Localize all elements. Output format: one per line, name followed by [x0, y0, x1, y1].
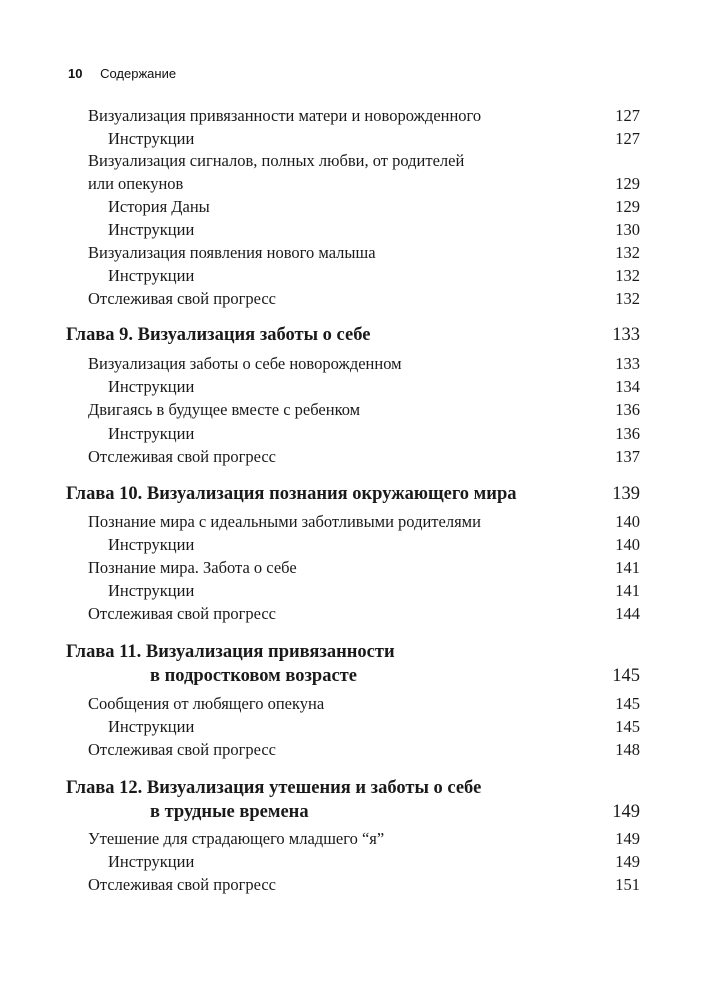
- toc-entry-title: Отслеживая свой прогресс: [88, 289, 276, 308]
- toc-entry-title: Визуализация привязанности матери и новорожденного: [88, 106, 482, 125]
- toc-entry-title: Инструкции: [108, 129, 195, 148]
- toc-entry-title: Отслеживая свой прогресс: [88, 604, 276, 623]
- toc-entry-title: Инструкции: [108, 220, 195, 239]
- toc-entry-title: Сообщения от любящего опекуна: [88, 694, 325, 713]
- toc-entry-title: Утешение для страдающего младшего “я”: [88, 829, 385, 848]
- toc-entry-page: 140: [615, 512, 640, 531]
- toc-entry-page: 144: [615, 604, 640, 623]
- chapter-title: Глава 10. Визуализация познания окружающего мира: [66, 484, 517, 504]
- toc-entry-title: Инструкции: [108, 377, 195, 396]
- toc-entry-page: 151: [615, 875, 640, 894]
- toc-entry-page: 140: [615, 535, 640, 554]
- running-header: [68, 66, 176, 81]
- toc-entry-page: 127: [615, 129, 640, 148]
- toc-entry-title: История Даны: [108, 197, 210, 216]
- toc-entry-page: 148: [615, 740, 640, 759]
- toc-entry-page: 145: [615, 694, 640, 713]
- toc-entry-title: Отслеживая свой прогресс: [88, 447, 276, 466]
- toc-entry-title: Визуализация сигналов, полных любви, от родителей: [88, 151, 465, 170]
- chapter-page: 145: [612, 666, 640, 686]
- toc-entry-title: Визуализация заботы о себе новорожденном: [88, 354, 402, 373]
- toc-entry-page: 133: [615, 354, 640, 373]
- toc-entry-title: Познание мира. Забота о себе: [88, 558, 297, 577]
- chapter-page: 139: [612, 484, 640, 504]
- toc-entry-page: 141: [615, 558, 640, 577]
- toc-entry-page: 132: [615, 243, 640, 262]
- chapter-title: Глава 9. Визуализация заботы о себе: [66, 325, 371, 345]
- chapter-title: в подростковом возрасте: [150, 666, 357, 686]
- chapter-title: Глава 12. Визуализация утешения и заботы о себе: [66, 778, 482, 798]
- toc-entry-title: Познание мира с идеальными заботливыми родителями: [88, 512, 481, 531]
- toc-entry-page: 132: [615, 266, 640, 285]
- header-title: Содержание: [100, 66, 177, 81]
- toc-entry-title: Инструкции: [108, 535, 195, 554]
- toc-entry-page: 132: [615, 289, 640, 308]
- chapter-page: 149: [612, 802, 640, 822]
- page-number: 10: [68, 66, 83, 81]
- toc-entry-title: Инструкции: [108, 717, 195, 736]
- toc-entry-page: 127: [615, 106, 640, 125]
- chapter-page: 133: [612, 325, 640, 345]
- toc-entry-page: 141: [615, 581, 640, 600]
- toc-entry-page: 136: [615, 424, 640, 443]
- toc-entry-page: 136: [615, 400, 640, 419]
- toc-entry-page: 134: [615, 377, 640, 396]
- toc-entry-title: Отслеживая свой прогресс: [88, 740, 276, 759]
- toc-entry-page: 130: [615, 220, 640, 239]
- chapter-title: в трудные времена: [150, 802, 309, 822]
- toc-entry-title: Инструкции: [108, 266, 195, 285]
- toc-entry-page: 145: [615, 717, 640, 736]
- toc-entry-title: Отслеживая свой прогресс: [88, 875, 276, 894]
- toc-entry-title: Визуализация появления нового малыша: [88, 243, 376, 262]
- toc-entry-page: 149: [615, 852, 640, 871]
- toc-entry-title: или опекунов: [88, 174, 184, 193]
- toc-entry-title: Инструкции: [108, 581, 195, 600]
- toc-entry-page: 149: [615, 829, 640, 848]
- toc-entry-page: 129: [615, 197, 640, 216]
- toc-entry-title: Двигаясь в будущее вместе с ребенком: [88, 400, 361, 419]
- toc-entry-title: Инструкции: [108, 852, 195, 871]
- toc-entry-title: Инструкции: [108, 424, 195, 443]
- toc-entry-page: 137: [615, 447, 640, 466]
- toc-entry-page: 129: [615, 174, 640, 193]
- chapter-title: Глава 11. Визуализация привязанности: [66, 642, 395, 662]
